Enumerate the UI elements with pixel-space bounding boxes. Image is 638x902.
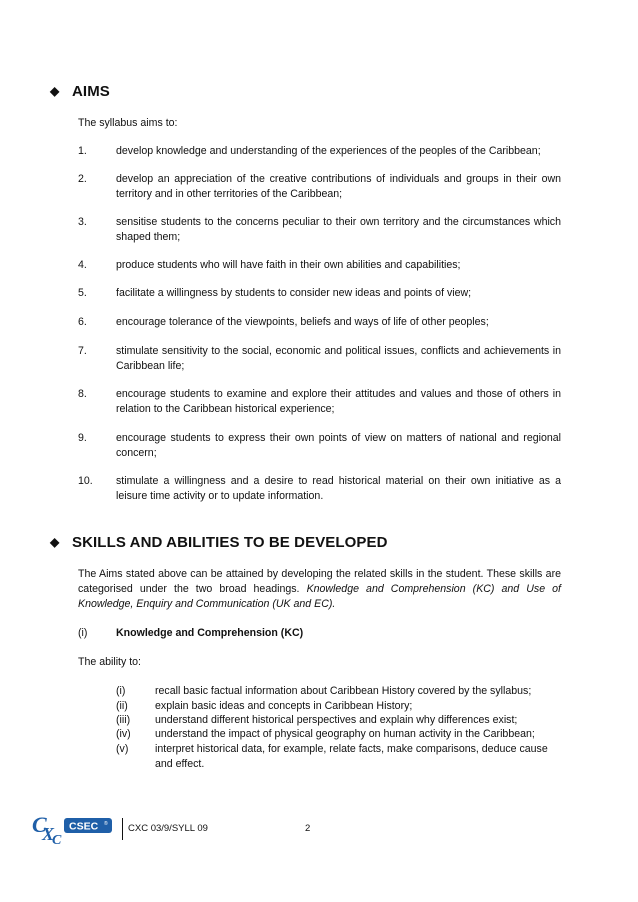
syllabus-code: CXC 03/9/SYLL 09 [128, 823, 208, 834]
aim-number: 2. [78, 173, 87, 185]
ability-text: explain basic ideas and concepts in Caribbean History; [155, 700, 413, 712]
aim-number: 7. [78, 345, 87, 357]
cxc-emblem-icon [32, 812, 62, 846]
svg-text:C: C [32, 812, 47, 837]
svg-text:C: C [52, 833, 62, 846]
skills-paragraph: The Aims stated above can be attained by developing the related skills in the student. These skills are categorised under the two broad headings. Knowledge and Comprehension (KC) and Use of Knowledge, Enquiry and Communication (UK and EC). [78, 568, 561, 610]
aim-number: 4. [78, 259, 87, 271]
ability-intro: The ability to: [78, 656, 142, 668]
aim-number: 8. [78, 388, 87, 400]
aim-text: encourage students to examine and explore their attitudes and values and those of others in relation to the Caribbean historical experience; [116, 388, 561, 415]
svg-text:X: X [42, 824, 55, 844]
section-title: Knowledge and Comprehension (KC) [116, 627, 304, 639]
aim-text: stimulate sensitivity to the social, economic and political issues, conflicts and achievements in Caribbean life; [116, 345, 561, 372]
skills-heading: ◆ SKILLS AND ABILITIES TO BE DEVELOPED [50, 534, 388, 551]
ability-text: recall basic factual information about Caribbean History covered by the syllabus; [155, 685, 532, 697]
footer-divider [122, 818, 123, 840]
registered-icon: ® [104, 821, 108, 827]
cxc-logo [30, 810, 120, 846]
aim-number: 1. [78, 145, 87, 157]
aim-number: 9. [78, 432, 87, 444]
aim-number: 10. [78, 475, 93, 487]
ability-number: (v) [116, 743, 129, 755]
aims-heading: ◆ AIMS [50, 83, 110, 100]
ability-number: (iv) [116, 728, 131, 740]
ability-text: understand the impact of physical geography on human activity in the Caribbean; [155, 728, 535, 740]
diamond-bullet-icon: ◆ [50, 84, 60, 98]
aim-text: stimulate a willingness and a desire to read historical material on their own initiative as a leisure time activity or to update information. [116, 475, 561, 502]
aim-text: sensitise students to the concerns peculiar to their own territory and the circumstances which shaped them; [116, 216, 561, 243]
ability-number: (ii) [116, 700, 128, 712]
aim-number: 5. [78, 287, 87, 299]
diamond-bullet-icon: ◆ [50, 535, 60, 549]
ability-number: (i) [116, 685, 126, 697]
aim-text: encourage students to express their own points of view on matters of national and regional concern; [116, 432, 561, 459]
csec-logo-text: CSEC [69, 820, 99, 833]
aim-number: 6. [78, 316, 87, 328]
aim-text: develop an appreciation of the creative contributions of individuals and groups in their own territory and in other territories of the Caribbean; [116, 173, 561, 200]
aim-number: 3. [78, 216, 87, 228]
ability-number: (iii) [116, 714, 131, 726]
aim-text: encourage tolerance of the viewpoints, beliefs and ways of life of other peoples; [116, 316, 489, 328]
aims-intro: The syllabus aims to: [78, 117, 178, 129]
aim-text: develop knowledge and understanding of the experiences of the peoples of the Caribbean; [116, 145, 541, 157]
aim-text: produce students who will have faith in their own abilities and capabilities; [116, 259, 461, 271]
page-number: 2 [305, 823, 311, 834]
aim-text: facilitate a willingness by students to consider new ideas and points of view; [116, 287, 472, 299]
ability-text: understand different historical perspectives and explain why differences exist; [155, 714, 518, 726]
ability-text: interpret historical data, for example, relate facts, make comparisons, deduce cause and effect. [155, 743, 548, 770]
section-number: (i) [78, 627, 88, 639]
